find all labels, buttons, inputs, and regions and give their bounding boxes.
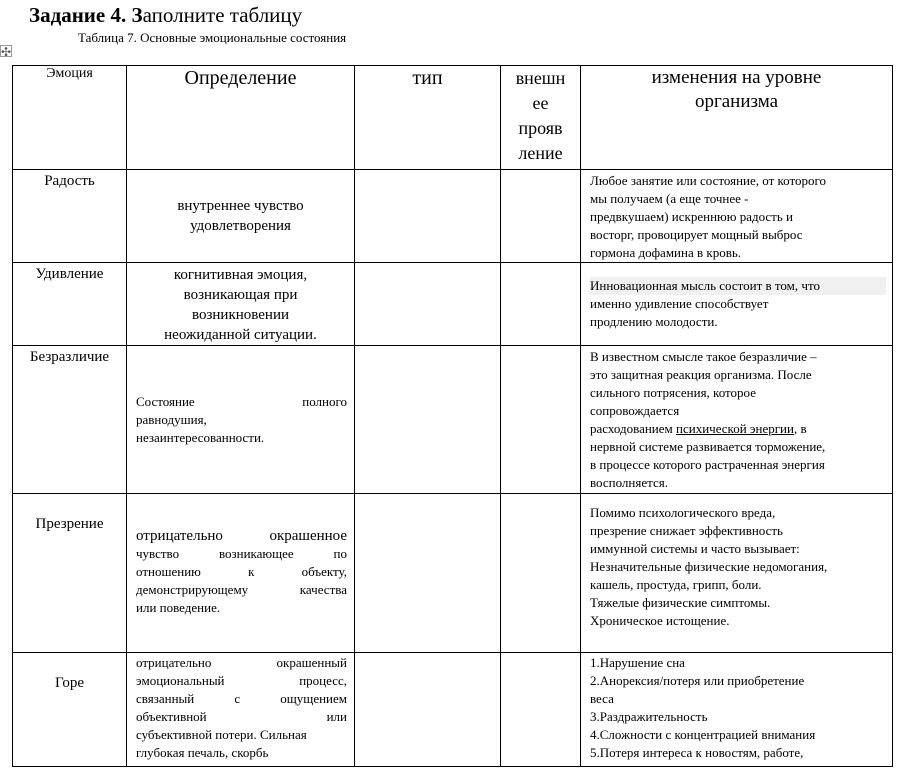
header-emotion[interactable]: Эмоция [13, 66, 127, 170]
emotion-cell[interactable]: Горе [13, 653, 127, 767]
organism-cell[interactable]: 1.Нарушение сна 2.Анорексия/потеря или приобретение веса 3.Раздражительность 4.Сложности с концентрацией внимания 5.Потеря интереса к новостям, работе, [581, 653, 893, 767]
type-cell[interactable] [355, 653, 501, 767]
task-number: Задание 4. [29, 3, 127, 27]
task-text: аполните таблицу [142, 3, 303, 27]
organism-cell[interactable]: В известном смысле такое безразличие – это защитная реакция организма. После сильного потрясения, которое сопровождается расходованием психической энергии, в нервной системе развивается торможение, в процессе которого растраченная энергия восполняется. [581, 346, 893, 494]
type-cell[interactable] [355, 346, 501, 494]
organism-cell[interactable]: Помимо психологического вреда, презрение снижает эффективность иммунной системы и часто вызывает: Незначительные физические недомогания, кашель, простуда, грипп, боли. Тяжелые физические симптомы. Хроническое истощение. [581, 494, 893, 653]
emotion-cell[interactable]: Удивление [13, 263, 127, 346]
task-title [29, 3, 302, 28]
external-cell[interactable] [501, 263, 581, 346]
header-row [13, 66, 893, 170]
external-cell[interactable] [501, 346, 581, 494]
header-type[interactable]: тип [355, 66, 501, 170]
table-caption: Таблица 7. Основные эмоциональные состояния [78, 30, 347, 45]
psychic-energy-link[interactable]: психической энергии [676, 421, 794, 436]
table-row [13, 346, 893, 494]
emotions-table [12, 65, 893, 767]
organism-cell[interactable]: Инновационная мысль состоит в том, что именно удивление способствует продлению молодости. [581, 263, 893, 346]
definition-cell[interactable]: отрицательно окрашенное чувство возникающее по отношению к объекту, демонстрирующему качества или поведение. [127, 494, 355, 653]
type-cell[interactable] [355, 263, 501, 346]
organism-cell[interactable]: Любое занятие или состояние, от которого мы получаем (а еще точнее - предвкушаем) искреннюю радость и восторг, провоцирует мощный выброс гормона дофамина в кровь. [581, 170, 893, 263]
type-cell[interactable] [355, 494, 501, 653]
emotion-cell[interactable]: Безразличие [13, 346, 127, 494]
task-first-letter: З [131, 3, 143, 27]
table-row [13, 263, 893, 346]
table-row [13, 494, 893, 653]
definition-cell[interactable]: отрицательно окрашенный эмоциональный процесс, связанный с ощущением объективной или субъективной потери. Сильная глубокая печаль, скорбь [127, 653, 355, 767]
header-external-manifestation[interactable]: внешн ее прояв ление [501, 66, 581, 170]
definition-cell[interactable]: Состояние полного равнодушия, незаинтересованности. [127, 346, 355, 494]
header-definition[interactable]: Определение [127, 66, 355, 170]
table-row [13, 653, 893, 767]
external-cell[interactable] [501, 170, 581, 263]
external-cell[interactable] [501, 653, 581, 767]
emotion-cell[interactable]: Презрение [13, 494, 127, 653]
header-organism-changes[interactable]: изменения на уровне организма [581, 66, 893, 170]
external-cell[interactable] [501, 494, 581, 653]
type-cell[interactable] [355, 170, 501, 263]
table-row [13, 170, 893, 263]
emotion-cell[interactable]: Радость [13, 170, 127, 263]
definition-cell[interactable]: внутреннее чувство удовлетворения [127, 170, 355, 263]
definition-cell[interactable]: когнитивная эмоция, возникающая при возникновении неожиданной ситуации. [127, 263, 355, 346]
table-move-handle-icon[interactable]: ✣ [1, 45, 12, 59]
